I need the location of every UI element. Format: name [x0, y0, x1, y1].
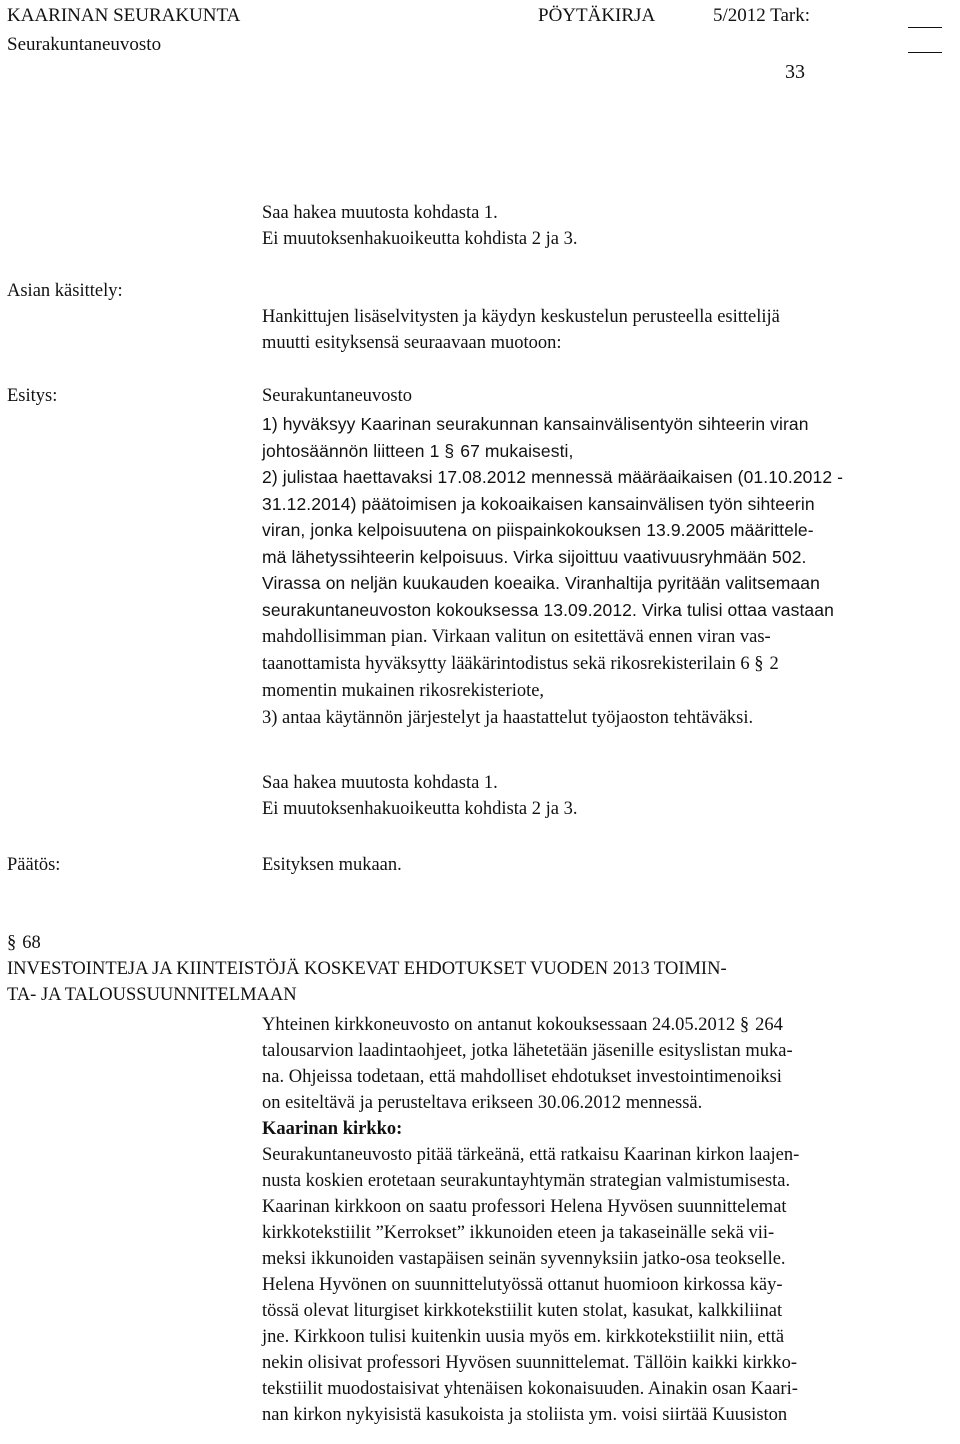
intro-line-4: on esiteltävä ja perusteltava erikseen 30.06.2012 mennessä. [262, 1093, 703, 1113]
kirkko-line-6: Helena Hyvönen on suunnittelutyössä ottanut huomioon kirkossa käy- [262, 1275, 783, 1295]
esitys-appeal-1: Saa hakea muutosta kohdasta 1. [262, 773, 498, 793]
kirkko-line-3: Kaarinan kirkkoon on saatu professori Helena Hyvösen suunnittelemat [262, 1197, 787, 1217]
label-paatos: Päätös: [7, 855, 61, 875]
esitys-proposal-serif [262, 624, 952, 732]
kasittely-line-2: muutti esityksensä seuraavaan muotoon: [262, 333, 562, 353]
intro-line-3: na. Ohjeissa todetaan, että mahdolliset ehdotukset investointimenoiksi [262, 1067, 782, 1087]
esitys-appeal-2: Ei muutoksenhakuoikeutta kohdista 2 ja 3. [262, 799, 578, 819]
proposal-2-line-6: seurakuntaneuvoston kokouksessa 13.09.2012. Virka tulisi ottaa vastaan [262, 599, 834, 620]
proposal-2-line-8-post: 2 [769, 654, 779, 674]
proposal-1-line-2 [262, 438, 952, 465]
header-issue: 5/2012 Tark: [713, 5, 811, 26]
section-68-title-line-2: TA- JA TALOUSSUUNNITELMAAN [7, 985, 297, 1005]
section-68-intro [262, 1012, 952, 1428]
header-check-line-2 [908, 52, 942, 53]
esitys-organ: Seurakuntaneuvosto [262, 386, 413, 406]
intro-line-2: talousarvion laadintaohjeet, jotka lähetetään jäsenille esityslistan muka- [262, 1041, 793, 1061]
asian-kasittely-text [262, 304, 952, 356]
proposal-3: 3) antaa käytännön järjestelyt ja haastattelut työjaoston tehtäväksi. [262, 708, 754, 728]
kaarinan-kirkko-heading: Kaarinan kirkko: [262, 1119, 403, 1139]
header-check-line-1 [908, 27, 942, 28]
kirkko-line-9: nekin olisivat professori Hyvösen suunnittelemat. Tällöin kaikki kirkko- [262, 1353, 798, 1373]
proposal-2-line-7: mahdollisimman pian. Virkaan valitun on esitettävä ennen viran vas- [262, 627, 771, 647]
kirkko-line-8: jne. Kirkkoon tulisi kuitenkin uusia myös em. kirkkotekstiilit niin, että [262, 1327, 785, 1347]
kirkko-line-1: Seurakuntaneuvosto pitää tärkeänä, että ratkaisu Kaarinan kirkon laajen- [262, 1145, 800, 1165]
header-body: Seurakuntaneuvosto [7, 34, 162, 55]
esitys-appeal [262, 770, 952, 822]
proposal-2-line-9: momentin mukainen rikosrekisteriote, [262, 681, 545, 701]
proposal-2-line-8 [262, 651, 952, 678]
section-68-title-line-1: INVESTOINTEJA JA KIINTEISTÖJÄ KOSKEVAT EHDOTUKSET VUODEN 2013 TOIMIN- [7, 959, 727, 979]
proposal-1-post: 67 mukaisesti, [460, 440, 574, 461]
proposal-2-line-4: mä lähetyssihteerin kelpoisuus. Virka sijoittuu vaativuusryhmään 502. [262, 546, 807, 567]
proposal-1-line-1: 1) hyväksyy Kaarinan seurakunnan kansainvälisentyön sihteerin viran [262, 414, 809, 434]
proposal-1-pre: johtosäännön liitteen 1 [262, 440, 440, 461]
section-sign-icon: § [7, 933, 17, 953]
section-sign-icon: § [754, 654, 764, 674]
label-esitys: Esitys: [7, 386, 58, 406]
section-68-number [7, 930, 952, 956]
esitys-text [262, 383, 952, 409]
kasittely-line-1: Hankittujen lisäselvitysten ja käydyn keskustelun perusteella esittelijä [262, 307, 780, 327]
kirkko-line-2: nusta koskien erotetaan seurakuntayhtymän strategian valmistumisesta. [262, 1171, 791, 1191]
section-sign-icon: § [444, 440, 455, 461]
intro-line-1 [262, 1012, 952, 1038]
proposal-2-line-5: Virassa on neljän kuukauden koeaika. Viranhaltija pyritään valitsemaan [262, 573, 820, 593]
kirkko-line-5: meksi ikkunoiden vastapäisen seinän syvennyksiin jatko-osa teokselle. [262, 1249, 786, 1269]
proposal-2-line-2: 31.12.2014) päätoimisen ja kokoaikaisen kansainvälisen työn sihteerin [262, 493, 815, 514]
kirkko-line-11: nan kirkon nykyisistä kasukoista ja stoliista ym. voisi siirtää Kuusiston [262, 1405, 788, 1425]
paatos-text: Esityksen mukaan. [262, 855, 402, 875]
section-number: 68 [22, 933, 41, 953]
label-asian-kasittely: Asian käsittely: [7, 281, 123, 301]
appeal-line-1: Saa hakea muutosta kohdasta 1. [262, 203, 498, 223]
header-doc-type: PÖYTÄKIRJA [538, 5, 656, 26]
header-org: KAARINAN SEURAKUNTA [7, 5, 241, 26]
esitys-proposal [262, 411, 952, 623]
section-68-heading [7, 930, 952, 1008]
page-number: 33 [785, 61, 805, 83]
kirkko-line-7: tössä olevat liturgiset kirkkotekstiilit kuten stolat, kasukat, kalkkiliinat [262, 1301, 783, 1321]
appeal-line-2: Ei muutoksenhakuoikeutta kohdista 2 ja 3. [262, 229, 578, 249]
intro-line-1-post: 264 [755, 1015, 783, 1035]
kirkko-line-4: kirkkotekstiilit ”Kerrokset” ikkunoiden eteen ja takaseinälle sekä vii- [262, 1223, 775, 1243]
section-sign-icon: § [739, 1015, 750, 1035]
proposal-2-line-3: viran, jonka kelpoisuutena on piispainkokouksen 13.9.2005 määrittele- [262, 520, 814, 540]
proposal-2-line-1: 2) julistaa haettavaksi 17.08.2012 mennessä määräaikaisen (01.10.2012 - [262, 467, 844, 487]
prev-section-appeal [262, 200, 952, 252]
proposal-2-line-8-text: taanottamista hyväksytty lääkärintodistus sekä rikosrekisterilain 6 [262, 654, 750, 674]
kirkko-line-10: tekstiilit muodostaisivat yhtenäisen kokonaisuuden. Ainakin osan Kaari- [262, 1379, 798, 1399]
intro-line-1-text: Yhteinen kirkkoneuvosto on antanut kokouksessaan 24.05.2012 [262, 1015, 736, 1035]
